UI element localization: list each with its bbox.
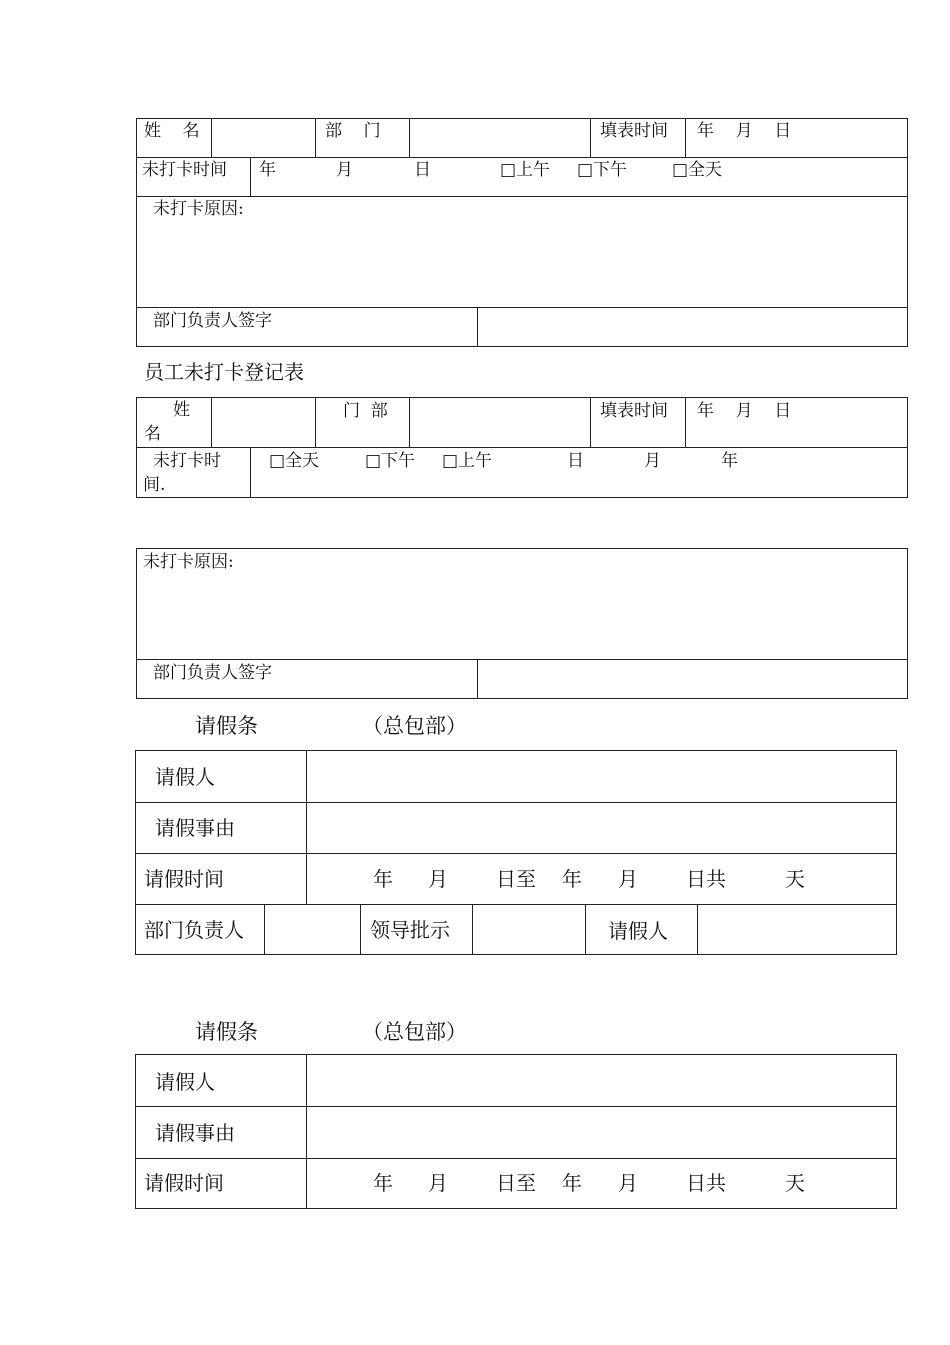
start-month-text: 月 bbox=[428, 867, 448, 891]
reason-label: 请假事由 bbox=[155, 816, 235, 840]
form2-title: 员工未打卡登记表 bbox=[144, 360, 304, 384]
form1-col-divider bbox=[250, 157, 251, 196]
applicant-field[interactable] bbox=[307, 751, 896, 801]
missed-time-label: 未打卡时间 bbox=[142, 160, 227, 180]
morning-checkbox[interactable]: □上午 bbox=[442, 451, 493, 471]
sign-label: 部门负责人签字 bbox=[153, 663, 272, 683]
leave2-title: 请假条 bbox=[195, 1020, 258, 1044]
days-text: 天 bbox=[785, 867, 805, 891]
end-day-total-text: 日共 bbox=[686, 867, 726, 891]
time-label: 请假时间 bbox=[144, 867, 224, 891]
form1-row-divider bbox=[136, 196, 908, 197]
allday-checkbox[interactable]: □全天 bbox=[269, 451, 320, 471]
form2-row-divider bbox=[136, 447, 908, 448]
dept-head-label: 部门负责人 bbox=[144, 918, 244, 942]
end-day-total-text: 日共 bbox=[686, 1171, 726, 1195]
leave2-row-divider bbox=[135, 1158, 897, 1159]
start-year-text: 年 bbox=[373, 867, 393, 891]
year-text: 年 bbox=[721, 451, 738, 471]
allday-checkbox[interactable]: □全天 bbox=[672, 160, 723, 180]
dept-label: 门 部 bbox=[343, 401, 388, 421]
form1-col-divider bbox=[409, 118, 410, 157]
start-month-text: 月 bbox=[428, 1171, 448, 1195]
applicant-field[interactable] bbox=[307, 1055, 896, 1105]
form1-row-divider bbox=[136, 157, 908, 158]
sign-field[interactable] bbox=[478, 308, 907, 346]
day-text: 日 bbox=[414, 160, 431, 180]
form2-col-divider bbox=[590, 397, 591, 447]
leave1-col-divider bbox=[585, 904, 586, 955]
missed-time-label-a: 未打卡时 bbox=[153, 451, 221, 471]
leave1-col-divider bbox=[360, 904, 361, 955]
form1-col-divider bbox=[590, 118, 591, 157]
leave1-subtitle: （总包部） bbox=[362, 714, 467, 738]
leave2-subtitle: （总包部） bbox=[362, 1020, 467, 1044]
reason-field[interactable] bbox=[307, 1107, 896, 1157]
form2-col-divider bbox=[315, 397, 316, 447]
dept-label: 部 门 bbox=[325, 121, 381, 141]
form1-col-divider bbox=[315, 118, 316, 157]
applicant-label: 请假人 bbox=[155, 1070, 215, 1094]
start-day-to-text: 日至 bbox=[496, 1171, 536, 1195]
year-text: 年 bbox=[259, 160, 276, 180]
form1-col-divider bbox=[685, 118, 686, 157]
end-year-text: 年 bbox=[562, 1171, 582, 1195]
form1-col-divider bbox=[211, 118, 212, 157]
leader-label: 领导批示 bbox=[370, 918, 450, 942]
morning-checkbox[interactable]: □上午 bbox=[500, 160, 551, 180]
name-label: 姓 名 bbox=[144, 121, 200, 141]
reason-label: 未打卡原因: bbox=[153, 199, 244, 219]
month-text: 月 bbox=[336, 160, 353, 180]
reason-label: 请假事由 bbox=[155, 1121, 235, 1145]
form2-col-divider bbox=[211, 397, 212, 447]
form2-col-divider bbox=[409, 397, 410, 447]
end-month-text: 月 bbox=[618, 867, 638, 891]
afternoon-checkbox[interactable]: □下午 bbox=[577, 160, 628, 180]
end-month-text: 月 bbox=[618, 1171, 638, 1195]
time-label: 请假时间 bbox=[144, 1171, 224, 1195]
sign-field[interactable] bbox=[478, 660, 907, 698]
fill-date-text: 年 月 日 bbox=[697, 121, 792, 141]
reason-field[interactable] bbox=[307, 803, 896, 852]
name-label-a: 姓 bbox=[173, 400, 190, 420]
form2-col-divider bbox=[685, 397, 686, 447]
leave1-row-divider bbox=[135, 853, 897, 854]
fill-date-text: 年 月 日 bbox=[697, 401, 792, 421]
leader-field[interactable] bbox=[473, 905, 584, 954]
month-text: 月 bbox=[644, 451, 661, 471]
reason-label: 未打卡原因: bbox=[143, 552, 234, 572]
applicant-label: 请假人 bbox=[155, 765, 215, 789]
name-label-b: 名 bbox=[144, 424, 161, 444]
sign-label: 部门负责人签字 bbox=[153, 311, 272, 331]
dept-head-field[interactable] bbox=[265, 905, 359, 954]
reason-field[interactable] bbox=[137, 220, 907, 306]
start-year-text: 年 bbox=[373, 1171, 393, 1195]
applicant-label-2: 请假人 bbox=[608, 919, 668, 943]
days-text: 天 bbox=[785, 1171, 805, 1195]
start-day-to-text: 日至 bbox=[496, 867, 536, 891]
missed-time-label-b: 间. bbox=[143, 475, 166, 495]
end-year-text: 年 bbox=[562, 867, 582, 891]
form2-col-divider bbox=[250, 447, 251, 498]
reason-field[interactable] bbox=[137, 573, 907, 658]
afternoon-checkbox[interactable]: □下午 bbox=[365, 451, 416, 471]
fill-time-label: 填表时间 bbox=[600, 121, 668, 141]
applicant-sign-field[interactable] bbox=[698, 905, 896, 954]
leave1-title: 请假条 bbox=[195, 714, 258, 738]
fill-time-label: 填表时间 bbox=[600, 401, 668, 421]
day-text: 日 bbox=[567, 451, 584, 471]
